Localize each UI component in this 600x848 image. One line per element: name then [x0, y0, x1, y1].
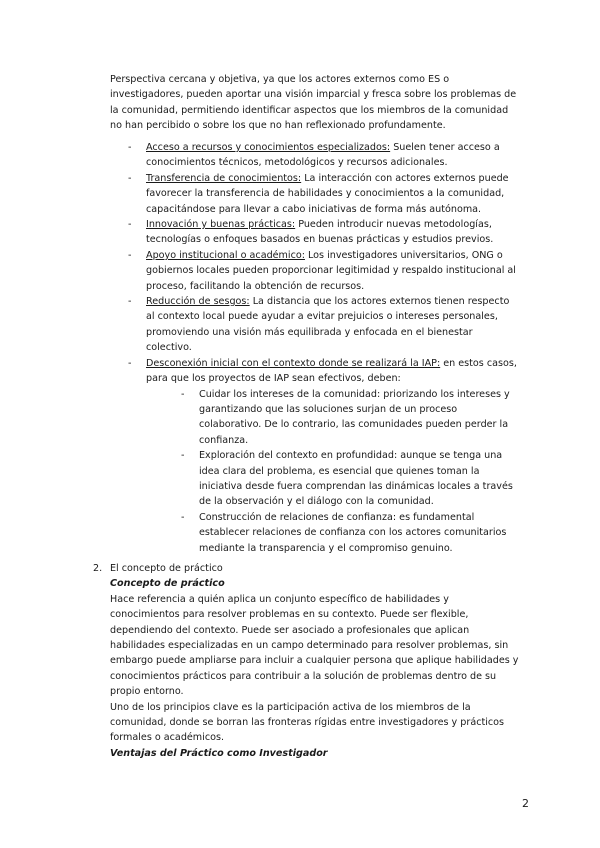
body-paragraph: Uno de los principios clave es la participación activa de los miembros de la comunidad, donde se borran las fronteras rígidas entre investigadores y prácticos formales o académicos.: [110, 701, 505, 744]
item-heading: Desconexión inicial con el contexto donde se realizará la IAP:: [146, 357, 441, 369]
dash-bullet: -: [128, 172, 132, 184]
list-item: [128, 217, 520, 248]
dash-bullet: -: [128, 219, 132, 231]
dash-bullet: -: [128, 296, 132, 308]
item-text: La distancia que los actores externos tienen respecto al contexto local puede ayudar a evitar prejuicios o intereses personales, promoviendo una visión más equilibrada y enfocada en el bienestar colectivo.: [146, 296, 510, 354]
item-text: en estos casos, para que los proyectos de IAP sean efectivos, deben:: [146, 357, 517, 385]
item-heading: Acceso a recursos y conocimientos especializados:: [146, 142, 391, 153]
dash-bullet: -: [128, 249, 132, 261]
item-heading: Innovación y buenas prácticas:: [146, 219, 296, 231]
list-item: [128, 356, 520, 556]
item-text: Los investigadores universitarios, ONG o gobiernos locales pueden proporcionar legitimidad y respaldo institucional al proceso, facilitando la obtención de recursos.: [146, 249, 516, 292]
advantages-list: [128, 140, 520, 556]
item-text: Suelen tener acceso a conocimientos técnicos, metodológicos y recursos adicionales.: [146, 142, 500, 169]
list-item: [128, 140, 520, 171]
sub-list: [146, 387, 520, 556]
item-heading: Apoyo institucional o académico:: [146, 249, 305, 261]
dash-bullet: -: [128, 142, 132, 153]
sub-list-item: [181, 448, 520, 510]
sub-item-text: Exploración del contexto en profundidad: aunque se tenga una idea clara del problema, es esencial que quienes toman la iniciativa desde fuera comprendan las dinámicas locales a través de la observación y el diálogo con la comunidad.: [199, 450, 513, 508]
item-heading: Transferencia de conocimientos:: [146, 172, 302, 184]
section-title: El concepto de práctico: [110, 563, 223, 574]
item-text: La interacción con actores externos puede favorecer la transferencia de habilidades y conocimientos a la comunidad, capacitándose para llevar a cabo iniciativas de forma más autónoma.: [146, 172, 509, 215]
section-number: 2.: [93, 563, 103, 574]
item-heading: Reducción de sesgos:: [146, 296, 250, 308]
list-item: [128, 294, 520, 356]
sub-item-text: Construcción de relaciones de confianza: es fundamental establecer relaciones de confianza con los actores comunitarios mediante la transparencia y el compromiso genuino.: [199, 511, 507, 554]
subheading: Concepto de práctico: [110, 578, 225, 590]
section-body: [110, 561, 520, 761]
list-item: [128, 171, 520, 217]
intro-paragraph: Perspectiva cercana y objetiva, ya que los actores externos como ES o investigadores, pueden aportar una visión imparcial y fresca sobre los problemas de la comunidad, permitiendo identificar aspectos que los miembros de la comunidad no han percibido o sobre los que no han reflexionado profundamente.: [110, 74, 517, 132]
sub-list-item: [181, 387, 520, 449]
sub-list-item: [181, 510, 520, 556]
subheading: Ventajas del Práctico como Investigador: [110, 747, 328, 759]
dash-bullet: -: [128, 357, 132, 369]
page-number: 2: [522, 797, 529, 810]
dash-bullet: -: [181, 388, 185, 400]
body-paragraph: Hace referencia a quién aplica un conjunto específico de habilidades y conocimientos para resolver problemas en su contexto. Puede ser flexible, dependiendo del contexto. Puede ser asociado a profesionales que aplican habilidades especializadas en un campo determinado para resolver problemas, sin embargo puede ampliarse para incluir a cualquier persona que aplique habilidades y conocimientos prácticos para contribuir a la solución de problemas dentro de su propio entorno.: [110, 593, 519, 698]
item-text: Pueden introducir nuevas metodologías, tecnologías o enfoques basados en buenas prácticas y estudios previos.: [146, 219, 494, 246]
section-2: [93, 561, 520, 761]
sub-item-text: Cuidar los intereses de la comunidad: priorizando los intereses y garantizando que las soluciones surjan de un proceso colaborativo. De lo contrario, las comunidades pueden perder la confianza.: [199, 388, 510, 446]
list-item: [128, 248, 520, 294]
dash-bullet: -: [181, 450, 185, 462]
dash-bullet: -: [181, 511, 185, 523]
